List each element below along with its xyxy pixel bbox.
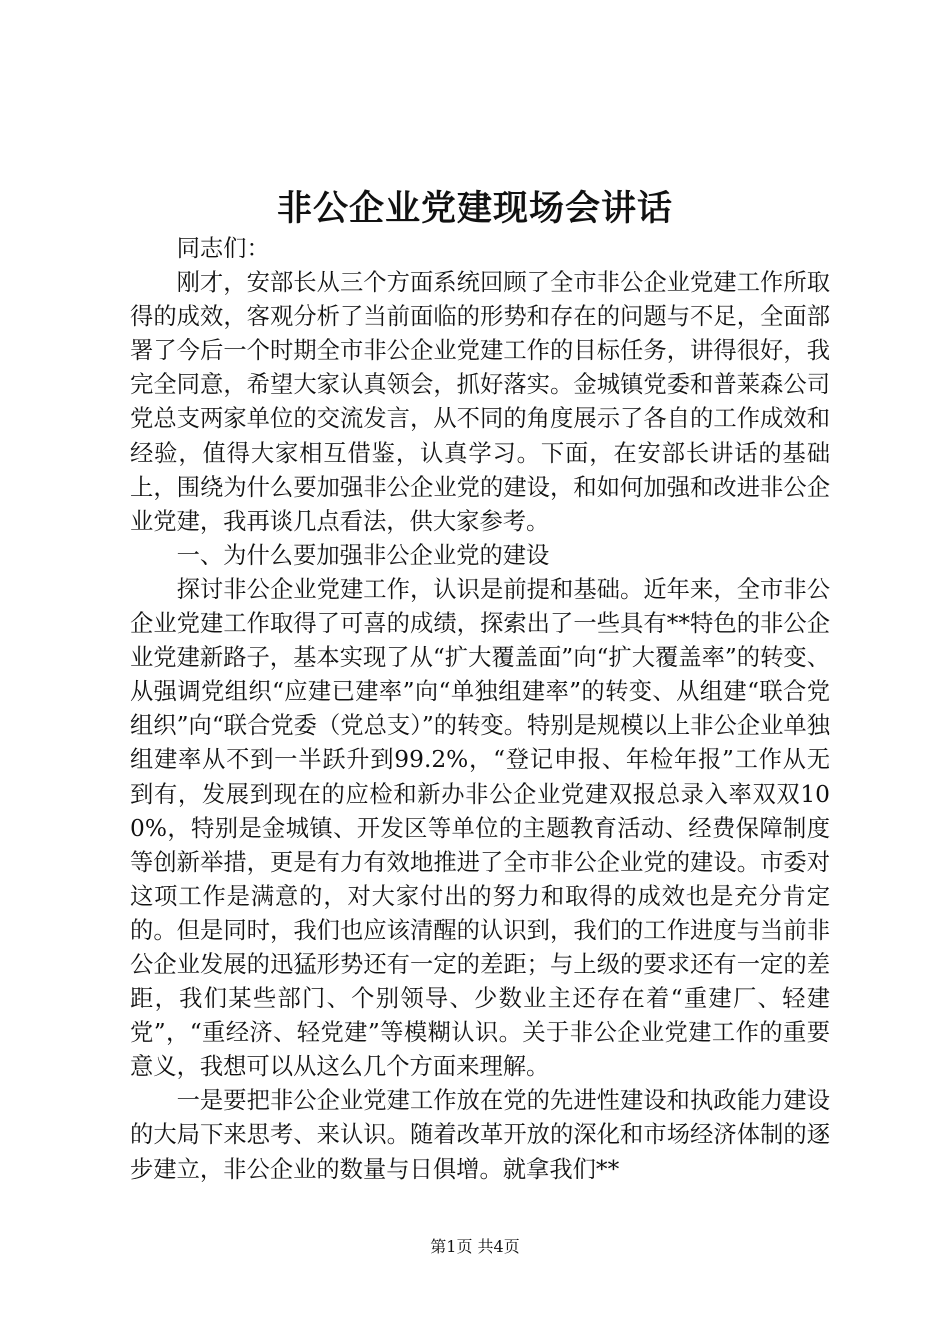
document-title: 非公企业党建现场会讲话 xyxy=(276,188,673,229)
salutation-paragraph: 同志们： xyxy=(176,235,270,262)
body-paragraph: 探讨非公企业党建工作，认识是前提和基础。近年来，全市非公企业党建工作取得了可喜的成绩，探索出了一些具有**特色的非公企业党建新路子，基本实现了从“扩大覆盖面”向“扩大覆盖率”的转变、从强调党组织“应建已建率”向“单独组建率”的转变、从组建“联合党组织”向“联合党委（党总支）”的转变。特别是规模以上非公企业单独组建率从不到一半跃升到99.2%，“登记申报、年检年报”工作从无到有，发展到现在的应检和新办非公企业党建双报总录入率双双100%，特别是金城镇、开发区等单位的主题教育活动、经费保障制度等创新举措，更是有力有效地推进了全市非公企业党的建设。市委对这项工作是满意的，对大家付出的努力和取得的成效也是充分肯定的。但是同时，我们也应该清醒的认识到，我们的工作进度与当前非公企业发展的迅猛形势还有一定的差距；与上级的要求还有一定的差距，我们某些部门、个别领导、少数业主还存在着“重建厂、轻建党”，“重经济、轻党建”等模糊认识。关于非公企业党建工作的重要意义，我想可以从这么几个方面来理解。 xyxy=(130,575,830,1081)
page-footer: 第1页 共4页 xyxy=(430,1237,520,1256)
body-paragraph: 刚才，安部长从三个方面系统回顾了全市非公企业党建工作所取得的成效，客观分析了当前面临的形势和存在的问题与不足，全面部署了今后一个时期全市非公企业党建工作的目标任务，讲得很好，我完全同意，希望大家认真领会，抓好落实。金城镇党委和普莱森公司党总支两家单位的交流发言，从不同的角度展示了各自的工作成效和经验，值得大家相互借鉴，认真学习。下面，在安部长讲话的基础上，围绕为什么要加强非公企业党的建设，和如何加强和改进非公企业党建，我再谈几点看法，供大家参考。 xyxy=(130,269,830,535)
body-paragraph: 一是要把非公企业党建工作放在党的先进性建设和执政能力建设的大局下来思考、来认识。随着改革开放的深化和市场经济体制的逐步建立，非公企业的数量与日俱增。就拿我们** xyxy=(130,1087,830,1183)
section-heading: 一、为什么要加强非公企业党的建设 xyxy=(176,541,550,569)
document-body xyxy=(130,232,830,1187)
